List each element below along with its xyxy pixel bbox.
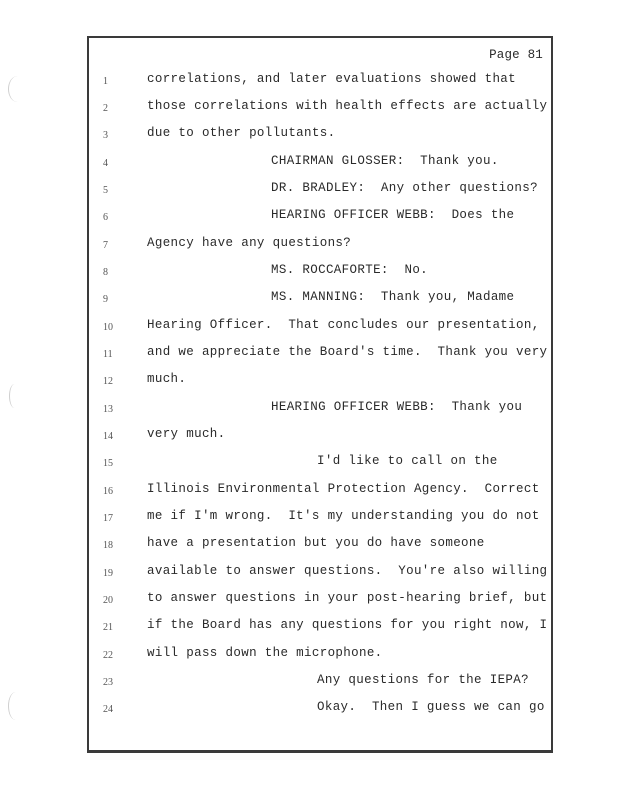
line-number: 2: [103, 103, 108, 114]
transcript-line: Illinois Environmental Protection Agency. Correct: [147, 482, 540, 496]
transcript-line: to answer questions in your post-hearing brief, but: [147, 591, 548, 605]
line-number: 22: [103, 650, 113, 661]
line-number: 14: [103, 431, 113, 442]
transcript-line: and we appreciate the Board's time. Thank you very: [147, 345, 548, 359]
transcript-line: CHAIRMAN GLOSSER: Thank you.: [271, 154, 499, 168]
transcript-line: I'd like to call on the: [317, 454, 498, 468]
scan-artifact-mark: [8, 692, 23, 720]
line-number: 15: [103, 458, 113, 469]
page-number: Page 81: [489, 48, 543, 62]
transcript-line: me if I'm wrong. It's my understanding you do not: [147, 509, 540, 523]
line-number: 23: [103, 677, 113, 688]
line-number: 4: [103, 158, 108, 169]
transcript-line: those correlations with health effects are actually: [147, 99, 548, 113]
line-number: 1: [103, 76, 108, 87]
transcript-line: due to other pollutants.: [147, 126, 336, 140]
line-number: 7: [103, 240, 108, 251]
transcript-line: MS. ROCCAFORTE: No.: [271, 263, 429, 277]
transcript-line: DR. BRADLEY: Any other questions?: [271, 181, 538, 195]
line-number: 11: [103, 349, 113, 360]
transcript-page: [87, 36, 553, 753]
line-number: 21: [103, 622, 113, 633]
transcript-line: have a presentation but you do have someone: [147, 536, 485, 550]
scan-artifact-mark: [9, 384, 20, 408]
transcript-line: will pass down the microphone.: [147, 646, 383, 660]
transcript-line: Okay. Then I guess we can go: [317, 700, 545, 714]
transcript-line: Hearing Officer. That concludes our presentation,: [147, 318, 540, 332]
transcript-line: very much.: [147, 427, 226, 441]
line-number: 17: [103, 513, 113, 524]
transcript-line: MS. MANNING: Thank you, Madame: [271, 290, 515, 304]
line-number: 10: [103, 322, 113, 333]
transcript-line: correlations, and later evaluations showed that: [147, 72, 517, 86]
scan-artifact-mark: [8, 76, 27, 102]
line-number: 16: [103, 486, 113, 497]
transcript-line: Any questions for the IEPA?: [317, 673, 529, 687]
line-number: 8: [103, 267, 108, 278]
line-number: 3: [103, 130, 108, 141]
line-number: 20: [103, 595, 113, 606]
transcript-line: HEARING OFFICER WEBB: Does the: [271, 208, 515, 222]
line-number: 18: [103, 540, 113, 551]
transcript-line: much.: [147, 372, 187, 386]
transcript-line: Agency have any questions?: [147, 236, 352, 250]
line-number: 9: [103, 294, 108, 305]
transcript-line: available to answer questions. You're also willing: [147, 564, 548, 578]
transcript-line: HEARING OFFICER WEBB: Thank you: [271, 400, 523, 414]
line-number: 6: [103, 212, 108, 223]
transcript-line: if the Board has any questions for you right now, I: [147, 618, 548, 632]
line-number: 19: [103, 568, 113, 579]
line-number: 13: [103, 404, 113, 415]
line-number: 12: [103, 376, 113, 387]
line-number: 5: [103, 185, 108, 196]
line-number: 24: [103, 704, 113, 715]
